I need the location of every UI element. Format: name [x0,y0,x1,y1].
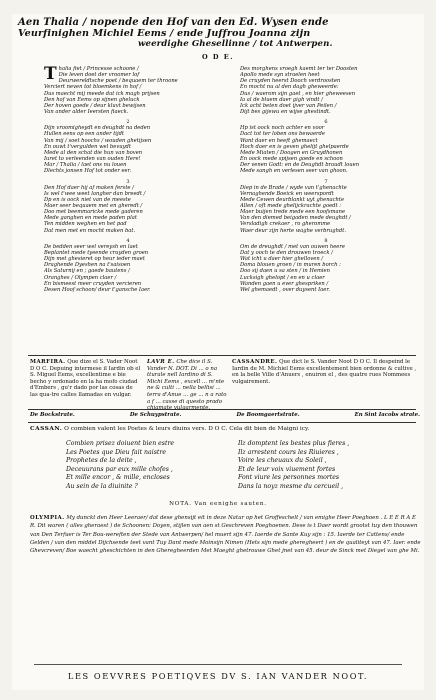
verse-line: Draghende Dyeshen na t'saisoen [44,262,131,269]
verse-line: Allen / oft mede ghelijckrachte goedt : [240,202,341,209]
banner-street: De Bockstrate. [30,412,75,418]
verse-line: Der hoven goede / deur kluvt bewijsen [44,102,146,109]
verse-line: Als Saturnij en ; gaede bautens / [44,268,130,275]
verse-line: Des morghens vroegh kaemt ter ter Doosten [240,66,358,72]
banner-street: De Boomgaertstrate. [236,412,300,418]
cassan-line [30,426,422,433]
verse-line: Au sein de la diuinite ? [66,482,138,490]
verse-line: Vernaghende Boeick en weerspordt [240,190,334,197]
section-divider [28,355,416,356]
verse-line: Hoch daer en is geven ghelijt ghelpaerde [240,143,349,150]
verse-line: Dp en is oock niet van de meeste [44,196,131,203]
verse-line: Dact tot ter loben ons bewaerde [240,131,325,138]
verse-line: Les Poetes que Dieu fait naistre [66,448,166,456]
stanza-number: 6 [324,119,328,126]
verse-line: Waer deur zijn herte waghe verbrughdt. [240,227,346,234]
verse-line: Ia al de bluem daer gigh vindt / [240,96,323,103]
verse-line: Hullen eens op een ander tijdt [44,131,124,138]
verse-line: Iuret to verleenden van ouden Here! [44,156,141,163]
verse-line: Maer buijen trede mede een hoofsmane [240,209,346,216]
verse-line: Van den diemed beigaden mede deughdt / [240,215,351,222]
page-title [18,18,418,50]
right-poem-column [240,66,412,297]
verse-line: Den hof van Eems op sijnen gheluck [44,96,140,103]
verse-line: Dijn vroomigheydt en deughdt na deden [44,125,151,132]
verse-line: Mede sangh en verlesen seer van ghoon. [240,168,348,175]
stanza-number: 4 [126,237,130,244]
poem-stanza [44,238,212,293]
dialogue-text: Que dize el S. Vader Noot D O C. Depuing intermese il Iardin ob el S. Miguel Eems, excellentime e bie becho y ordonado en la ha mofo ciudad d'Embers , gu'r dado por las cosas de las qua-tre calles llamadas en vulgar. [30,359,141,398]
verse-line: Apollo mede syn straelen heet [240,72,320,79]
dialogue-text: Que dict le S. Vander Noot D O C. Il despeind le Iardin de M. Michiel Eems excellentement bien ordonne & cultive , en la belle Ville d'Anuers , enuiron el , des quatre rues Nommees vulgairement. [232,359,417,385]
verse-line: Deceuurans par eux mille chofes , [66,465,173,473]
verse-line: Dijn met ghesieret op heur ieder maet [44,256,145,263]
speaker-name: LAVR E. [147,359,175,365]
section-divider [28,422,416,423]
poem-stanza [44,119,212,174]
stanza-number: 2 [126,119,130,126]
verse-line: Oranghes / Olympen claer / [44,274,117,281]
verse-line: Beplantet mede tyeende cruyden groen [44,249,149,256]
verse-line: Mede al den schat die hun van boven [44,149,143,156]
title-line-1: Aen Thalia / nopende den Hof van den Ed. Wysen ende [18,17,329,28]
poem-stanza [44,66,212,115]
verse-line: Mede ganghen en mede paden plat [44,215,137,222]
verse-line: Der venen Godt: en de Deughdt braudt louen [240,162,360,169]
verse-line: Ilz domptent les bestes plus fieres , [238,440,350,447]
cassan-text: O combien valent les Poetes & leurs diuins vers. D O C. Cela dit bien de Maigni icy. [64,426,310,432]
verse-line: Versladigh crekaer , ro gheromme [240,221,331,228]
speaker-name: CASSAN. [30,426,63,432]
dialogue-cassandre [232,359,418,385]
verse-line: Voire les cheuaux du Soleil , [238,457,327,465]
verse-line: Doo met beemmaricke mede gaderen [44,209,143,216]
verse-line: Maer seer bequaem met en gheredt / [44,202,143,209]
verse-line: Combien prisez doiuent bien estre [66,440,175,447]
french-verses-right [238,440,408,492]
banner-street: En Sint Iacobs strate. [354,412,420,418]
verse-line: En oock mede spijsen goede en schoon [240,156,343,163]
stanza-number: 7 [324,178,328,185]
verse-line: Wel ghemaedt , over duysent Iaer. [240,286,330,293]
verse-line: Lucksigh ghelopt / en en u claer [240,274,325,281]
olympia-paragraph [30,514,422,555]
verse-line: Hp ist oock noch achter en voor [240,125,325,132]
verse-line: Mede Cewen deurblankt uyt ghenachte [240,196,345,203]
french-verses-left [66,440,226,492]
verse-line: Dans la noyz mesme du cercueil , [238,482,344,490]
verse-line: Van ander alder Ieersten fiaeck. [44,109,129,116]
verse-line: Deurwereldtsche poet / bequaem ter throone [58,78,178,85]
banner-street: De Schuypstrate. [129,412,182,418]
verse-line: Dijt bes gijewu en wijse ghestindt. [240,109,331,116]
verse-line: halia fiet / Princesse schoone / [58,66,139,72]
drop-capital: T [44,66,57,84]
page-footer: LES OEVVRES POETIQVES DV S. IAN VANDER NOOT. [67,671,369,681]
dialogue-marfira [30,359,142,399]
verse-line: Is wel t'wee weet langher dan breedt / [44,190,146,197]
dialogue-laure [147,359,227,412]
left-poem-column [44,66,212,297]
stanza-number: 3 [126,178,130,185]
verse-line: Van mij / soet hoochs / wouden ghetijsen [44,137,152,144]
ode-heading: O D E. [201,53,235,61]
nota-heading: NOTA. Van eenighe sauten. [169,501,267,507]
footer-rule [34,664,402,665]
verse-line: Om de dreughdt / met van ouwen heere [240,243,345,250]
verse-line: Et de leur voix viuement fortes [238,465,336,473]
verse-line: Et mille encor , & mille, encloses [66,474,170,482]
verse-line: Ten midden weghen en het pad [44,221,127,228]
verse-line: En bismeest meer cruyden vercieren [44,280,142,287]
verse-line: Dlechts jonsen Hof tot onder eer. [44,168,132,175]
verse-line: Desen Hoof schoon/ deur t'gansche Iaer. [44,286,151,293]
verse-line: Dus maecht mij meede dat ick magh prijsen [44,90,160,97]
poem-stanza [240,66,412,115]
section-divider [28,409,416,410]
olympia-text: My dunckt den Heer Leeraer/ dat dese ghensijt eit in deze Natur op het Groffeschelt / van emighe Heer Poeghoen . L E E R A E R. Dit waren ( alles gheraest ) de Schoonen: Doyen, stijlen van aen st Geschreven Poeghoenen. Dese is t Daer wordt grootst tuy den thouwen van Den Terfuer is Ter Bou-wereften der Stede van Antwerpen/ hel muert sijn 47. Iaerde de Sante Kuy sijn : 15. Iaerde ter Cattens/ ende Gelden / van den middel Dijchsende teet vant Tuy Dant mede Moinsijn Nimen (Hets sijn mede gheregheert ) en de qualiteyt van 47. Iaer. ende Ghevcreven/ Boe waecht gheschichten in den Gheregheerden Met Maeght ghetrouwe Ghet jnet van 45. deur de Sinck met Diegel van ghe Mi. [30,515,421,555]
verse-line: Ilz arrestent cours les Riuieres , [238,448,339,456]
verse-line: Mar / Thalia / laet ons nu louen [44,162,127,169]
verse-line: En ouwt t'vergulden wel bevuydt [44,143,131,150]
verse-line: Den Hof daer hij af maken ferste / [44,184,134,191]
poem-stanza [240,179,412,234]
verse-line: Doo sij daen u sa sten / in Hemien [240,268,330,275]
title-line-3: weerdighe Ghesellinne / tot Antwerpen. [138,39,333,49]
verse-line: De cruyden heerst Dooch verdroosten [240,78,341,85]
verse-line: Prophetes de la deite , [66,457,137,465]
verse-line: Dat men met en mocht maken bat. [44,227,136,234]
verse-line: Wanden gaen u ever ghespriken / [240,280,329,287]
verse-line: Diep in de Brade / wyde van t'ghenachte [240,184,347,191]
verse-line: Dus / waerom sijn gaet , en hier gheweesen [240,90,356,97]
verse-line: Dat y ooch te den drouwen troeck / [240,249,333,256]
verse-line: Ick acht beten doet ijver van Peilen / [240,102,337,109]
speaker-name: MARFIRA. [30,359,66,365]
street-banners [30,412,420,418]
verse-line: Doma blouen groen / in muren borch : [240,262,341,269]
verse-line: Font viure les personnes mortes [238,474,340,482]
speaker-name: CASSANDRE. [232,359,278,365]
verse-line: Want daer en heeft ghemaect [240,137,318,144]
speaker-name: OLYMPIA. [30,515,65,521]
poem-stanza [44,179,212,234]
title-line-2: Veurfinighen Michiel Eems / ende Juffrou Joanna zijn [18,27,311,39]
verse-line: Die leven doet der vroomer lof [58,72,140,79]
verse-line: En mocht nu al den dagh gheweerde: [240,84,339,91]
poem-stanza [240,119,412,174]
poem-stanza [240,238,412,293]
verse-line: Verciert neven tot bloemkens in hof / [44,84,142,91]
verse-line: Wat icht u daer hier ghelloven / [240,256,324,263]
dialogue-text: Che dice il S. Vander N. DOT. Di ... o na tturale nell Iardino di S. Michi Eems , excell ... m'nte ne & culti ... nella bellisi ... terra d'Anue ... ge ... n a rato a f ... casse di questo prado chiamate vulgarmente. [147,359,227,412]
verse-line: Mede Miaten / Doogen en Gruydhonen [240,149,343,156]
verse-line: De bedden seer wel vereysh en laet [44,243,138,250]
stanza-number: 8 [324,237,328,244]
